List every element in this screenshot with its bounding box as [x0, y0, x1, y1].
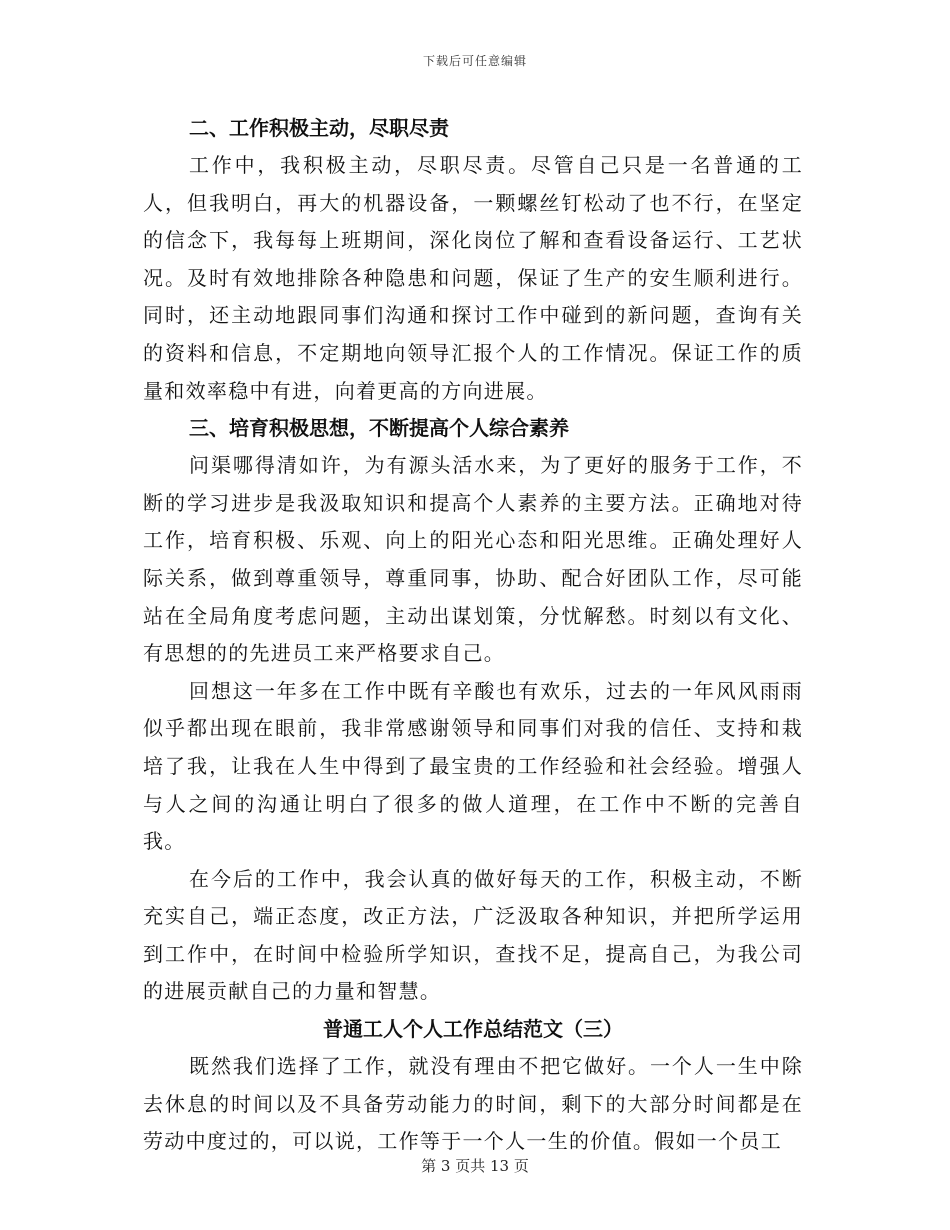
article-title: 普通工人个人工作总结范文（三） — [323, 1017, 623, 1042]
document-body — [143, 110, 803, 1161]
section-2-paragraph: 工作中，我积极主动，尽职尽责。尽管自己只是一名普通的工人，但我明白，再大的机器设备，一颗螺丝钉松动了也不行，在坚定的信念下，我每每上班期间，深化岗位了解和查看设备运行、工艺状况。及时有效地排除各种隐患和问题，保证了生产的安生顺利进行。同时，还主动地跟同事们沟通和探讨工作中碰到的新问题，查询有关的资料和信息，不定期地向领导汇报个人的工作情况。保证工作的质量和效率稳中有进，向着更高的方向进展。 — [143, 153, 803, 403]
article-3-paragraph: 既然我们选择了工作，就没有理由不把它做好。一个人一生中除去休息的时间以及不具备劳动能力的时间，剩下的大部分时间都是在劳动中度过的，可以说，工作等于一个人一生的价值。假如一个员工 — [143, 1054, 803, 1154]
section-heading-3: 三、培育积极思想，不断提高个人综合素养 — [189, 416, 569, 441]
reflection-paragraph: 回想这一年多在工作中既有辛酸也有欢乐，过去的一年风风雨雨似乎都出现在眼前，我非常感谢领导和同事们对我的信任、支持和栽培了我，让我在人生中得到了最宝贵的工作经验和社会经验。增强人与人之间的沟通让明白了很多的做人道理，在工作中不断的完善自我。 — [143, 678, 803, 854]
page-header: 下载后可任意编辑 — [422, 54, 527, 68]
section-3-paragraph: 问渠哪得清如许，为有源头活水来，为了更好的服务于工作，不断的学习进步是我汲取知识和提高个人素养的主要方法。正确地对待工作，培育积极、乐观、向上的阳光心态和阳光思维。正确处理好人际关系，做到尊重领导，尊重同事，协助、配合好团队工作，尽可能站在全局角度考虑问题，主动出谋划策，分忧解愁。时刻以有文化、有思想的的先进员工来严格要求自己。 — [143, 453, 803, 666]
section-heading-2: 二、工作积极主动，尽职尽责 — [189, 116, 449, 140]
future-plan-paragraph: 在今后的工作中，我会认真的做好每天的工作，积极主动，不断充实自己，端正态度，改正方法，广泛汲取各种知识，并把所学运用到工作中，在时间中检验所学知识，查找不足，提高自己，为我公司的进展贡献自己的力量和智慧。 — [143, 866, 803, 1004]
page-number-footer: 第 3 页共 13 页 — [421, 1157, 529, 1175]
